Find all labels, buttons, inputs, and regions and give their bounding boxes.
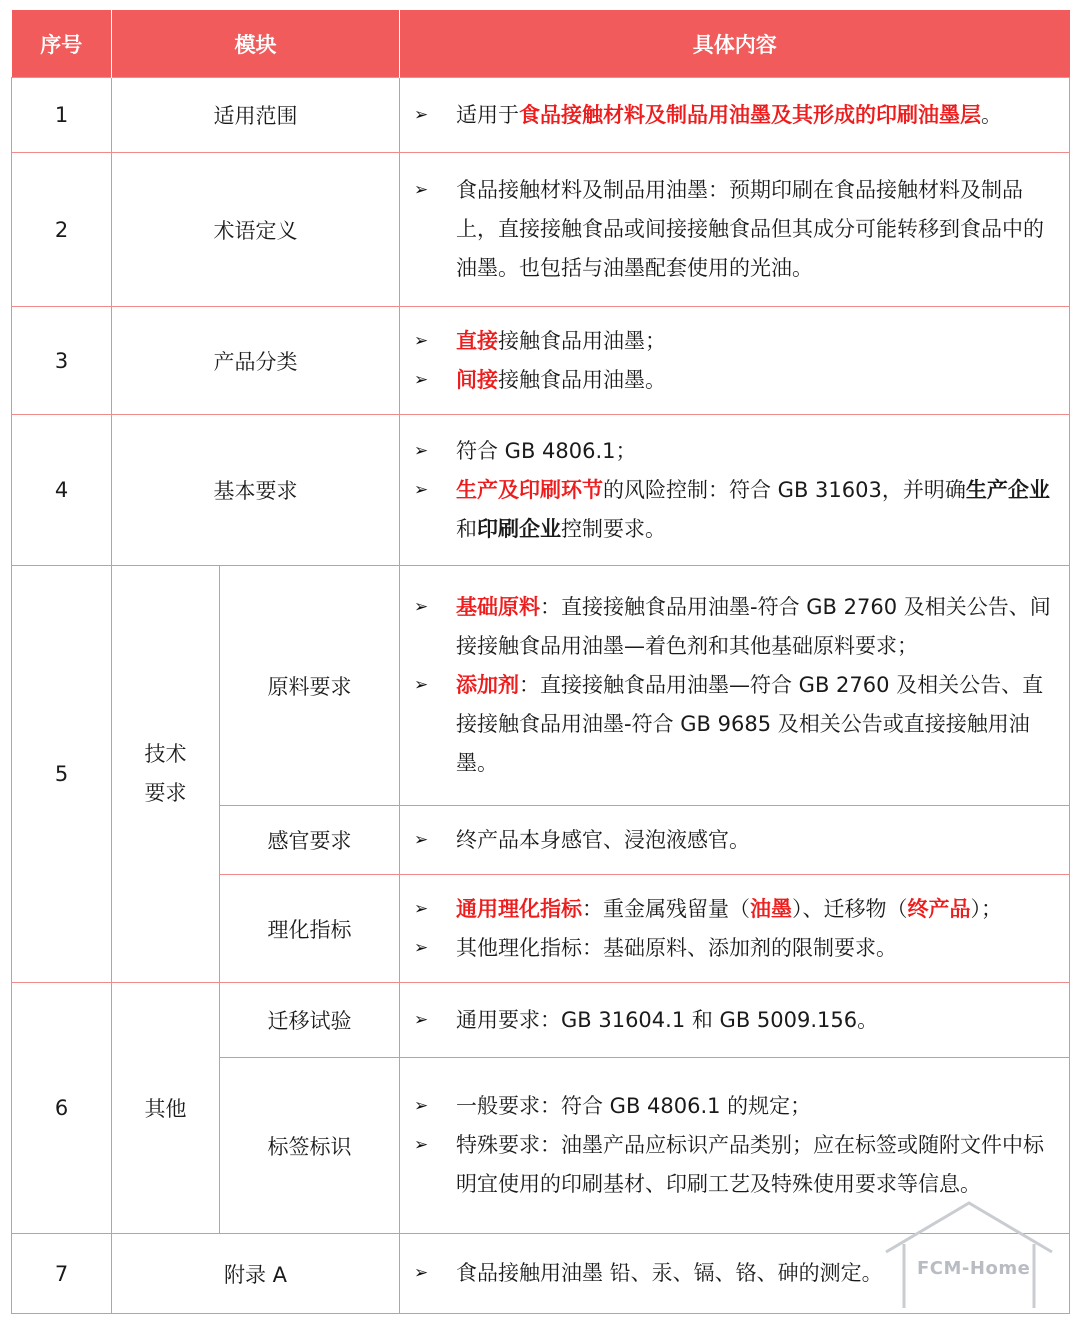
row-module: 其他 [112,983,220,1234]
highlight-text: 食品接触材料及制品用油墨及其形成的印刷油墨层 [519,102,981,127]
bullet-item [414,322,1059,361]
row-number: 3 [12,307,112,415]
house-logo-icon [884,1200,1054,1310]
arrow-bullet-icon: ➢ [414,1009,429,1030]
highlight-text: 生产及印刷环节 [456,477,603,502]
bullet-text: ：直接接触食品用油墨-符合 GB 2760 及相关公告、间接接触食品用油墨—着色剂和其他基础原料要求； [456,595,1051,658]
highlight-text: 基础原料 [456,595,540,619]
bullet-item [414,1126,1059,1204]
arrow-bullet-icon: ➢ [414,369,429,390]
table-row [12,415,1070,566]
bullet-text: 适用于 [456,102,519,127]
arrow-bullet-icon: ➢ [414,898,429,919]
bullet-text: 特殊要求：油墨产品应标识产品类别；应在标签或随附文件中标明宜使用的印刷基材、印刷工艺及特殊使用要求等信息。 [456,1133,1044,1196]
bullet-item [414,171,1059,288]
bullet-text: 其他理化指标：基础原料、添加剂的限制要求。 [456,935,897,960]
row-number: 6 [12,983,112,1234]
sub-module-label: 理化指标 [220,875,400,983]
bullet-text: 和 [456,516,477,541]
bullet-text: 食品接触用油墨 铅、汞、镉、铬、砷的测定。 [456,1261,883,1285]
bullet-text: ）、迁移物（ [792,896,908,921]
header-content: 具体内容 [400,10,1070,78]
bullet-item [414,821,1059,860]
row-number: 1 [12,78,112,153]
bullet-item [414,471,1059,549]
arrow-bullet-icon: ➢ [414,479,429,500]
table-row [12,566,1070,806]
header-no: 序号 [12,10,112,78]
row-module: 适用范围 [112,78,400,153]
bullet-text: 。 [981,102,1002,127]
header-module: 模块 [112,10,400,78]
bullet-item [414,361,1059,400]
bullet-item [414,1087,1059,1126]
bullet-item [414,588,1059,666]
highlight-text: 添加剂 [456,673,519,697]
bold-text: 生产企业 [965,477,1050,502]
highlight-text: 通用理化指标 [456,896,582,921]
bullet-item [414,1001,1059,1040]
row-module: 基本要求 [112,415,400,566]
arrow-bullet-icon: ➢ [414,675,429,695]
table-row [12,153,1070,307]
arrow-bullet-icon: ➢ [414,1096,429,1116]
bullet-text: 终产品本身感官、浸泡液感官。 [456,827,750,852]
table-row [12,307,1070,415]
row-module: 附录 A [112,1234,400,1314]
bullet-item [414,432,1059,471]
bullet-text: 接触食品用油墨； [498,328,666,353]
arrow-bullet-icon: ➢ [414,829,429,850]
highlight-text: 间接 [456,367,498,392]
arrow-bullet-icon: ➢ [414,937,429,958]
watermark-text: FCM-Home [917,1258,1031,1279]
row-content [400,983,1070,1058]
bullet-text: 通用要求：GB 31604.1 和 GB 5009.156。 [456,1007,879,1032]
row-module: 产品分类 [112,307,400,415]
row-content [400,875,1070,983]
row-module-label: 技术要求 [144,742,187,805]
arrow-bullet-icon: ➢ [414,330,429,351]
row-number: 5 [12,566,112,983]
bullet-text: ）； [970,896,1002,921]
row-content [400,78,1070,153]
arrow-bullet-icon: ➢ [414,1263,429,1283]
spec-table [11,10,1070,1314]
arrow-bullet-icon: ➢ [414,180,429,200]
sub-module-label: 感官要求 [220,806,400,875]
row-number: 2 [12,153,112,307]
arrow-bullet-icon: ➢ [414,1135,429,1155]
bullet-text: 符合 GB 4806.1； [456,438,637,463]
sub-module-label: 原料要求 [220,566,400,806]
arrow-bullet-icon: ➢ [414,440,429,461]
table-header-row [12,10,1070,78]
highlight-text: 终产品 [907,896,971,921]
bullet-text: 控制要求。 [561,516,666,541]
bullet-item [414,666,1059,783]
bold-text: 印刷企业 [477,516,561,541]
row-content [400,153,1070,307]
sub-module-label: 迁移试验 [220,983,400,1058]
row-module [112,566,220,983]
row-content [400,806,1070,875]
bullet-text: 一般要求：符合 GB 4806.1 的规定； [456,1094,812,1118]
highlight-text: 直接 [456,328,498,353]
bullet-item [414,96,1059,135]
bullet-text: ：重金属残留量（ [582,896,750,921]
row-module: 术语定义 [112,153,400,307]
arrow-bullet-icon: ➢ [414,104,429,125]
row-number: 4 [12,415,112,566]
sub-module-label: 标签标识 [220,1058,400,1234]
bullet-text: ：直接接触食品用油墨—符合 GB 2760 及相关公告、直接接触食品用油墨-符合 GB 9685 及相关公告或直接接触用油墨。 [456,673,1044,775]
row-content [400,415,1070,566]
bullet-text: 接触食品用油墨。 [498,367,666,392]
row-number: 7 [12,1234,112,1314]
bullet-text: 的风险控制：符合 GB 31603，并明确 [603,477,966,502]
row-content [400,307,1070,415]
bullet-item [414,890,1059,929]
table-row [12,78,1070,153]
bullet-item [414,929,1059,968]
row-content [400,566,1070,806]
table-row [12,983,1070,1058]
arrow-bullet-icon: ➢ [414,597,429,617]
highlight-text: 油墨 [750,896,792,921]
bullet-text: 食品接触材料及制品用油墨：预期印刷在食品接触材料及制品上，直接接触食品或间接接触食品但其成分可能转移到食品中的油墨。也包括与油墨配套使用的光油。 [456,178,1044,280]
